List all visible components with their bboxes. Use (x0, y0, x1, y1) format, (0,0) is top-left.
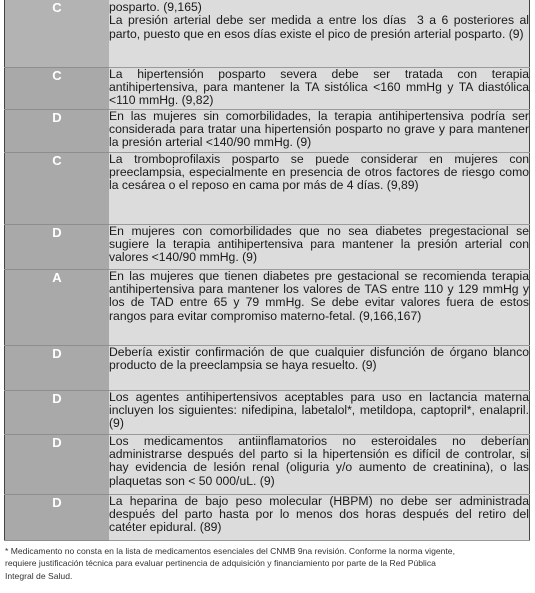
footnote-line: Integral de Salud. (5, 570, 73, 581)
grade-cell: D (5, 494, 110, 540)
recommendation-text-main: La presión arterial debe ser medida a entre los días 3 a 6 posteriores al parto, puesto que en esos días existe el pico de presión arterial posparto. (9) (109, 13, 529, 41)
recommendation-text: Los agentes antihipertensivos aceptables para uso en lactancia materna incluyen los siguientes: nifedipina, labetalol*, metildopa, captopril*, enalapril. (9) (109, 390, 530, 434)
table-row (5, 152, 530, 224)
table-row (5, 224, 530, 269)
recommendation-text (109, 0, 530, 67)
grade-cell: C (5, 67, 110, 109)
document-page (4, 0, 531, 582)
table-row (5, 0, 530, 67)
grade-cell: D (5, 390, 110, 434)
recommendation-text: La tromboprofilaxis posparto se puede considerar en mujeres con preeclampsia, especialmente en presencia de otros factores de riesgo como la cesárea o el reposo en cama por más de 4 días. (9,89) (109, 152, 530, 224)
table-row (5, 67, 530, 109)
grade-cell: C (5, 152, 110, 224)
footnote-line: requiere justificación técnica para evaluar pertinencia de adquisición y financiamiento por parte de la Red Pública (5, 558, 436, 568)
grade-cell: A (5, 269, 110, 345)
footnote-line: * Medicamento no consta en la lista de medicamentos esenciales del CNMB 9na revisión. Conforme la norma vigente, (5, 545, 455, 556)
continued-text: posparto. (9,165) (109, 0, 202, 14)
grade-cell: D (5, 109, 110, 152)
table-row (5, 345, 530, 390)
table-row (5, 434, 530, 494)
grade-cell: D (5, 345, 110, 390)
recommendation-text: En las mujeres sin comorbilidades, la terapia antihipertensiva podría ser considerada para tratar una hipertensión posparto no grave y para mantener la presión arterial <140/90 mmHg. (9) (109, 109, 530, 152)
recommendation-text: Debería existir confirmación de que cualquier disfunción de órgano blanco producto de la preeclampsia se haya resuelto. (9) (109, 345, 530, 390)
recommendation-text: En mujeres con comorbilidades que no sea diabetes pregestacional se sugiere la terapia antihipertensiva para mantener la presión arterial con valores <140/90 mmHg. (9) (109, 224, 530, 269)
table-row (5, 269, 530, 345)
grade-cell: D (5, 224, 110, 269)
table-row (5, 109, 530, 152)
recommendation-text: La hipertensión posparto severa debe ser tratada con terapia antihipertensiva, para mantener la TA sistólica <160 mmHg y TA diastólica <110 mmHg. (9,82) (109, 66, 529, 108)
table-row (5, 390, 530, 434)
recommendation-text: Los medicamentos antiinflamatorios no esteroidales no deberían administrarse después del parto si la hipertensión es difícil de controlar, si hay evidencia de lesión renal (oliguria y/o aumento de creatinina), o las plaquetas son < 50 000/uL. (9) (109, 434, 530, 494)
grade-cell: D (5, 434, 110, 494)
recommendation-text: En las mujeres que tienen diabetes pre gestacional se recomienda terapia antihipertensiva para mantener los valores de TAS entre 110 y 129 mmHg y los de TAD entre 65 y 79 mmHg. Se debe evitar valores fuera de estos rangos para evitar compromiso materno-fetal. (9,166,167) (109, 269, 530, 345)
recommendations-table (4, 0, 530, 541)
grade-cell: C (5, 0, 110, 67)
footnote (4, 545, 531, 583)
recommendation-text: La heparina de bajo peso molecular (HBPM) no debe ser administrada después del parto hasta por lo menos dos horas después del retiro del catéter epidural. (89) (109, 494, 530, 540)
table-row (5, 494, 530, 540)
